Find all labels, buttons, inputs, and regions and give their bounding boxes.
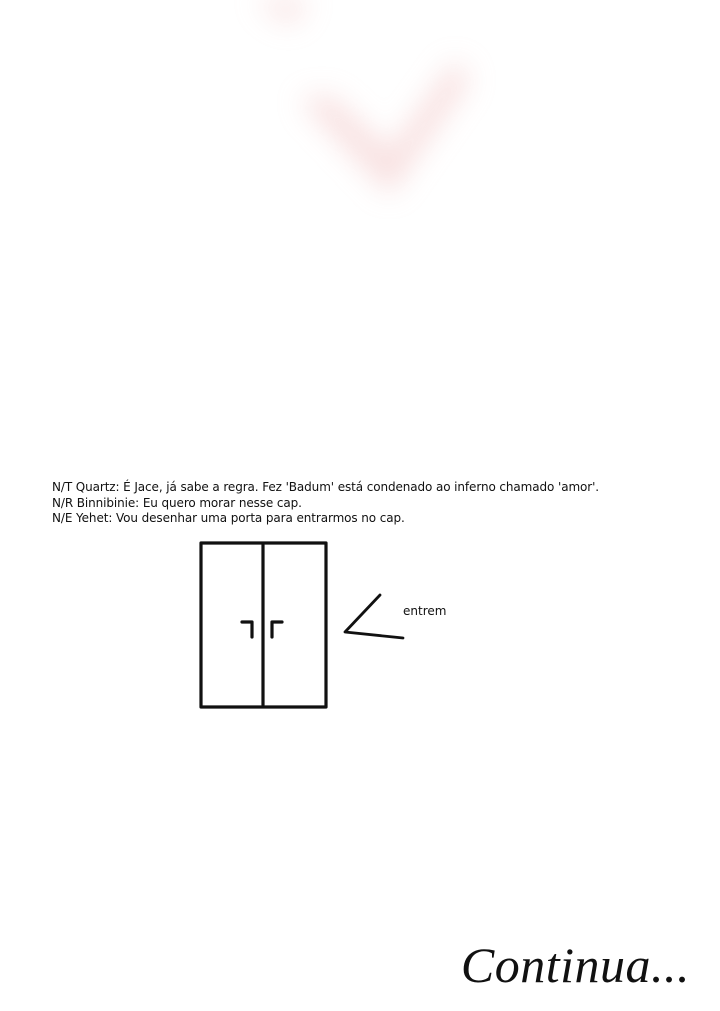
- continua-text: Continua...: [460, 937, 690, 993]
- left-door-handle-icon: [242, 622, 252, 637]
- editor-note: N/E Yehet: Vou desenhar uma porta para entrarmos no cap.: [52, 511, 405, 525]
- translator-notes: [52, 480, 712, 527]
- faded-corner-shape: [255, 0, 310, 25]
- faded-background-art: [0, 0, 720, 260]
- reviewer-note: N/R Binnibinie: Eu quero morar nesse cap.: [52, 495, 302, 510]
- arrow-pointer-icon: [345, 595, 403, 638]
- faded-heart-shape: [300, 60, 470, 195]
- door-drawing: [190, 535, 490, 720]
- translator-note: N/T Quartz: É Jace, já sabe a regra. Fez 'Badum' está condenado ao inferno chamado 'amor'.: [52, 480, 600, 494]
- door-arrow-label: entrem: [403, 604, 447, 618]
- right-door-handle-icon: [272, 622, 282, 637]
